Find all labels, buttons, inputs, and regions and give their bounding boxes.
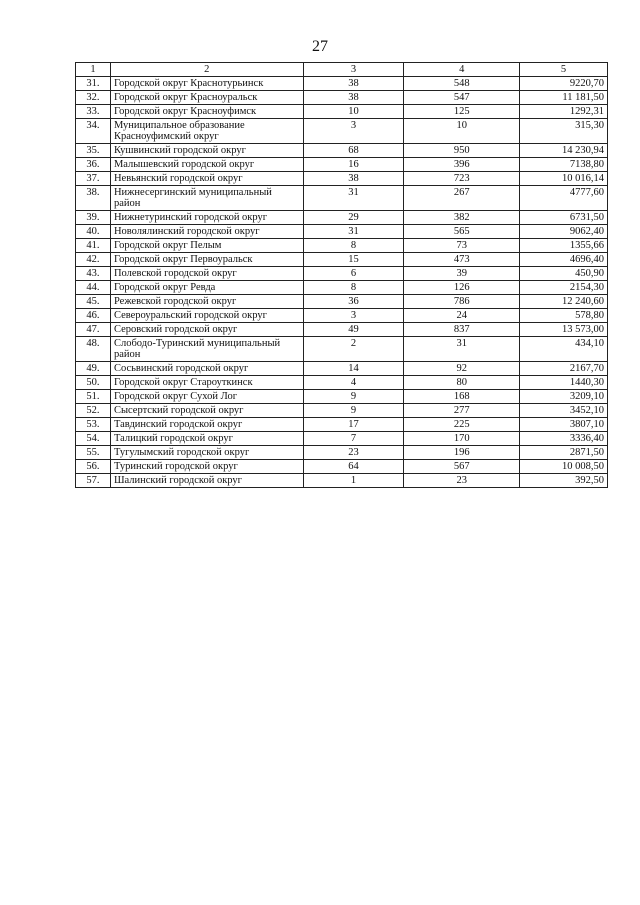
row-number: 45. [76, 295, 111, 309]
column-4-value: 837 [404, 323, 520, 337]
table-row [76, 474, 608, 488]
column-5-value: 2871,50 [520, 446, 608, 460]
column-3-value: 8 [303, 281, 404, 295]
column-5-value: 13 573,00 [520, 323, 608, 337]
data-table [75, 62, 608, 488]
row-number: 46. [76, 309, 111, 323]
municipality-name: Тавдинский городской округ [110, 418, 303, 432]
row-number: 48. [76, 337, 111, 362]
municipality-name: Городской округ Ревда [110, 281, 303, 295]
municipality-name: Тугулымский городской округ [110, 446, 303, 460]
column-3-value: 31 [303, 186, 404, 211]
table-row [76, 211, 608, 225]
table-row [76, 460, 608, 474]
column-5-value: 6731,50 [520, 211, 608, 225]
row-number: 55. [76, 446, 111, 460]
column-header-3: 3 [303, 63, 404, 77]
row-number: 38. [76, 186, 111, 211]
column-4-value: 267 [404, 186, 520, 211]
row-number: 33. [76, 105, 111, 119]
column-3-value: 8 [303, 239, 404, 253]
column-5-value: 1355,66 [520, 239, 608, 253]
table-header-row [76, 63, 608, 77]
table-row [76, 158, 608, 172]
column-header-5: 5 [520, 63, 608, 77]
column-5-value: 392,50 [520, 474, 608, 488]
table-row [76, 390, 608, 404]
table-row [76, 418, 608, 432]
column-5-value: 4777,60 [520, 186, 608, 211]
column-4-value: 277 [404, 404, 520, 418]
column-4-value: 225 [404, 418, 520, 432]
column-3-value: 15 [303, 253, 404, 267]
column-4-value: 548 [404, 77, 520, 91]
column-4-value: 950 [404, 144, 520, 158]
column-3-value: 1 [303, 474, 404, 488]
municipality-name: Серовский городской округ [110, 323, 303, 337]
row-number: 51. [76, 390, 111, 404]
row-number: 42. [76, 253, 111, 267]
column-4-value: 39 [404, 267, 520, 281]
row-number: 56. [76, 460, 111, 474]
row-number: 53. [76, 418, 111, 432]
table-row [76, 362, 608, 376]
row-number: 47. [76, 323, 111, 337]
row-number: 49. [76, 362, 111, 376]
row-number: 41. [76, 239, 111, 253]
table-body [76, 77, 608, 488]
column-3-value: 2 [303, 337, 404, 362]
municipality-name: Шалинский городской округ [110, 474, 303, 488]
municipality-name: Городской округ Краснотурьинск [110, 77, 303, 91]
column-4-value: 92 [404, 362, 520, 376]
municipality-name: Невьянский городской округ [110, 172, 303, 186]
column-3-value: 38 [303, 77, 404, 91]
municipality-name: Нижнетуринский городской округ [110, 211, 303, 225]
column-4-value: 126 [404, 281, 520, 295]
column-3-value: 9 [303, 404, 404, 418]
table-row [76, 186, 608, 211]
column-4-value: 786 [404, 295, 520, 309]
table-row [76, 239, 608, 253]
column-5-value: 10 008,50 [520, 460, 608, 474]
municipality-name: Слободо-Туринский муниципальный район [110, 337, 303, 362]
column-5-value: 7138,80 [520, 158, 608, 172]
column-5-value: 2154,30 [520, 281, 608, 295]
column-4-value: 382 [404, 211, 520, 225]
row-number: 37. [76, 172, 111, 186]
table-row [76, 337, 608, 362]
column-3-value: 68 [303, 144, 404, 158]
column-3-value: 9 [303, 390, 404, 404]
municipality-name: Новолялинский городской округ [110, 225, 303, 239]
column-3-value: 4 [303, 376, 404, 390]
municipality-name: Нижнесергинский муниципальный район [110, 186, 303, 211]
column-5-value: 1440,30 [520, 376, 608, 390]
column-5-value: 10 016,14 [520, 172, 608, 186]
row-number: 40. [76, 225, 111, 239]
column-3-value: 36 [303, 295, 404, 309]
row-number: 31. [76, 77, 111, 91]
column-3-value: 38 [303, 172, 404, 186]
column-5-value: 450,90 [520, 267, 608, 281]
municipality-name: Городской округ Пелым [110, 239, 303, 253]
table-row [76, 172, 608, 186]
column-5-value: 9220,70 [520, 77, 608, 91]
table-row [76, 225, 608, 239]
column-5-value: 4696,40 [520, 253, 608, 267]
table-row [76, 91, 608, 105]
column-3-value: 10 [303, 105, 404, 119]
row-number: 54. [76, 432, 111, 446]
column-5-value: 3452,10 [520, 404, 608, 418]
column-5-value: 578,80 [520, 309, 608, 323]
table-row [76, 309, 608, 323]
municipality-name: Малышевский городской округ [110, 158, 303, 172]
municipality-name: Режевской городской округ [110, 295, 303, 309]
column-4-value: 396 [404, 158, 520, 172]
column-4-value: 24 [404, 309, 520, 323]
column-5-value: 12 240,60 [520, 295, 608, 309]
column-4-value: 73 [404, 239, 520, 253]
column-header-4: 4 [404, 63, 520, 77]
row-number: 50. [76, 376, 111, 390]
column-4-value: 10 [404, 119, 520, 144]
column-4-value: 31 [404, 337, 520, 362]
table-row [76, 267, 608, 281]
column-5-value: 9062,40 [520, 225, 608, 239]
column-4-value: 723 [404, 172, 520, 186]
column-5-value: 11 181,50 [520, 91, 608, 105]
row-number: 57. [76, 474, 111, 488]
column-3-value: 49 [303, 323, 404, 337]
municipality-name: Полевской городской округ [110, 267, 303, 281]
table-row [76, 446, 608, 460]
table-row [76, 404, 608, 418]
column-4-value: 168 [404, 390, 520, 404]
table-row [76, 253, 608, 267]
column-4-value: 80 [404, 376, 520, 390]
column-4-value: 125 [404, 105, 520, 119]
municipality-name: Североуральский городской округ [110, 309, 303, 323]
column-3-value: 3 [303, 119, 404, 144]
column-4-value: 567 [404, 460, 520, 474]
row-number: 52. [76, 404, 111, 418]
row-number: 36. [76, 158, 111, 172]
column-3-value: 14 [303, 362, 404, 376]
municipality-name: Городской округ Староуткинск [110, 376, 303, 390]
column-3-value: 16 [303, 158, 404, 172]
municipality-name: Городской округ Красноуральск [110, 91, 303, 105]
row-number: 35. [76, 144, 111, 158]
column-4-value: 473 [404, 253, 520, 267]
row-number: 32. [76, 91, 111, 105]
column-4-value: 170 [404, 432, 520, 446]
municipality-name: Туринский городской округ [110, 460, 303, 474]
column-3-value: 7 [303, 432, 404, 446]
column-4-value: 547 [404, 91, 520, 105]
table-row [76, 77, 608, 91]
column-5-value: 3209,10 [520, 390, 608, 404]
column-3-value: 23 [303, 446, 404, 460]
table-row [76, 295, 608, 309]
row-number: 44. [76, 281, 111, 295]
column-3-value: 38 [303, 91, 404, 105]
column-5-value: 14 230,94 [520, 144, 608, 158]
column-4-value: 565 [404, 225, 520, 239]
column-5-value: 3336,40 [520, 432, 608, 446]
municipality-name: Муниципальное образование Красноуфимский округ [110, 119, 303, 144]
table-row [76, 281, 608, 295]
table-row [76, 105, 608, 119]
row-number: 43. [76, 267, 111, 281]
column-5-value: 3807,10 [520, 418, 608, 432]
page-number: 27 [312, 38, 328, 55]
column-3-value: 64 [303, 460, 404, 474]
row-number: 39. [76, 211, 111, 225]
municipality-name: Сосьвинский городской округ [110, 362, 303, 376]
column-5-value: 434,10 [520, 337, 608, 362]
row-number: 34. [76, 119, 111, 144]
column-3-value: 3 [303, 309, 404, 323]
municipality-name: Сысертский городской округ [110, 404, 303, 418]
table-row [76, 323, 608, 337]
municipality-name: Городской округ Первоуральск [110, 253, 303, 267]
column-3-value: 17 [303, 418, 404, 432]
table-row [76, 144, 608, 158]
municipality-name: Городской округ Сухой Лог [110, 390, 303, 404]
column-5-value: 315,30 [520, 119, 608, 144]
column-3-value: 6 [303, 267, 404, 281]
table-row [76, 119, 608, 144]
column-3-value: 29 [303, 211, 404, 225]
column-5-value: 1292,31 [520, 105, 608, 119]
table-row [76, 432, 608, 446]
table-row [76, 376, 608, 390]
column-3-value: 31 [303, 225, 404, 239]
column-5-value: 2167,70 [520, 362, 608, 376]
column-4-value: 23 [404, 474, 520, 488]
column-4-value: 196 [404, 446, 520, 460]
column-header-1: 1 [76, 63, 111, 77]
municipality-name: Кушвинский городской округ [110, 144, 303, 158]
column-header-2: 2 [110, 63, 303, 77]
municipality-name: Городской округ Красноуфимск [110, 105, 303, 119]
municipality-name: Талицкий городской округ [110, 432, 303, 446]
